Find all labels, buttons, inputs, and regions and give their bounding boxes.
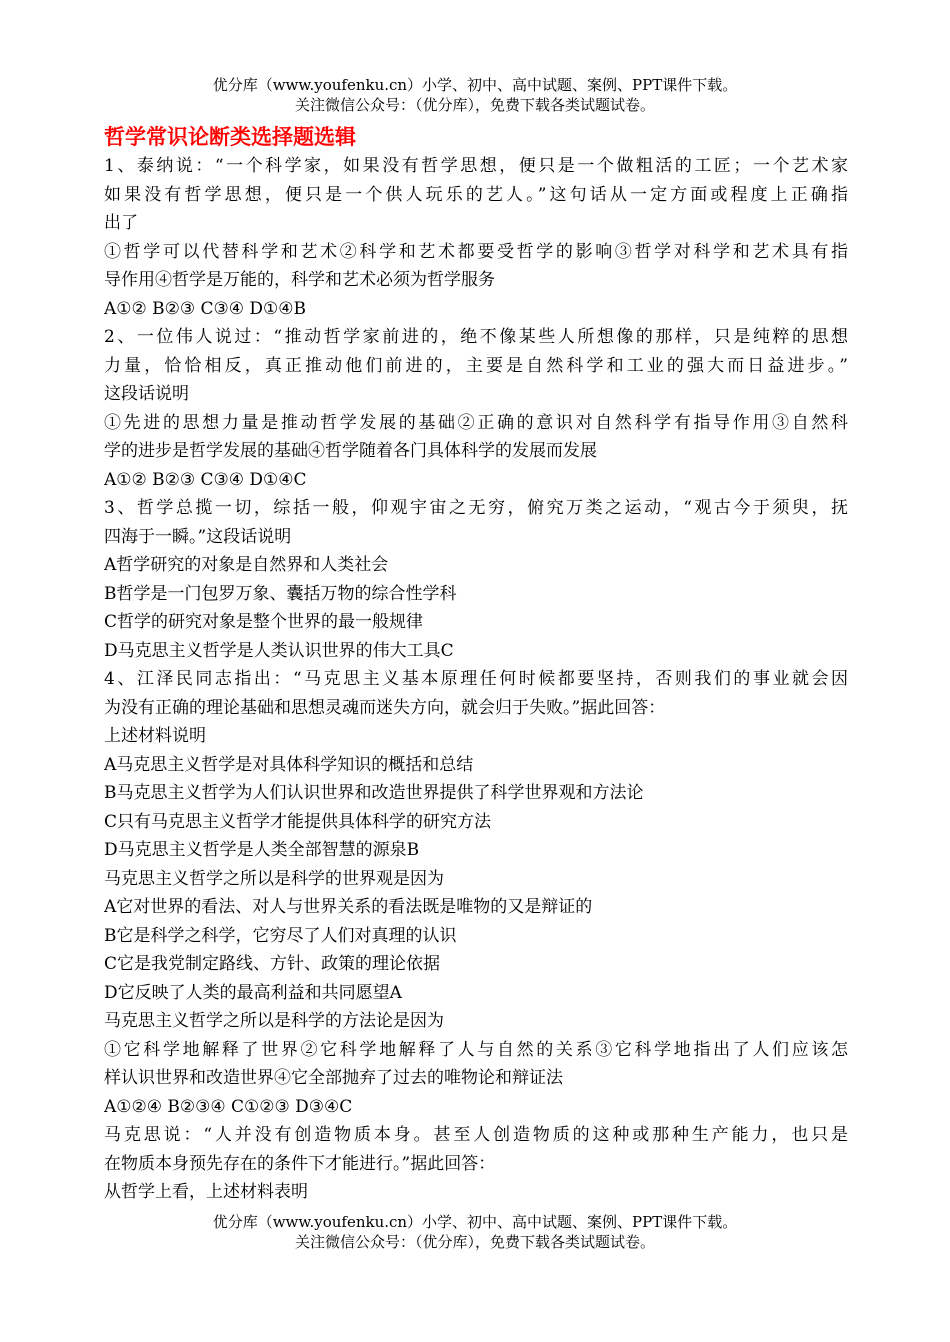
- text-line: 样认识世界和改造世界④它全部抛弃了过去的唯物论和辩证法: [104, 1068, 563, 1088]
- text-line: 如果没有哲学思想，便只是一个供人玩乐的艺人。”这句话从一定方面或程度上正确指: [104, 184, 848, 205]
- text-line: 马克思说：“人并没有创造物质本身。甚至人创造物质的这种或那种生产能力，也只是: [104, 1125, 848, 1145]
- text-line: D马克思主义哲学是人类全部智慧的源泉B: [104, 840, 420, 860]
- text-line: 在物质本身预先存在的条件下才能进行。”据此回答：: [104, 1153, 496, 1174]
- question-content: [104, 152, 848, 1207]
- text-line: ①哲学可以代替科学和艺术②科学和艺术都要受哲学的影响③哲学对科学和艺术具有指: [104, 241, 848, 262]
- text-line: ①先进的思想力量是推动哲学发展的基础②正确的意识对自然科学有指导作用③自然科: [104, 412, 848, 433]
- text-line: A它对世界的看法、对人与世界关系的看法既是唯物的又是辩证的: [104, 897, 593, 917]
- text-line: ①它科学地解释了世界②它科学地解释了人与自然的关系③它科学地指出了人们应该怎: [104, 1039, 848, 1060]
- text-line: 2、一位伟人说过：“推动哲学家前进的，绝不像某些人所想像的那样，只是纯粹的思想: [104, 327, 848, 347]
- text-line: A①② B②③ C③④ D①④B: [104, 298, 307, 319]
- text-line: 3、哲学总揽一切，综括一般，仰观宇宙之无穷，俯究万类之运动，“观古今于须臾，抚: [104, 498, 848, 518]
- text-line: 这段话说明: [104, 384, 189, 404]
- text-line: 为没有正确的理论基础和思想灵魂而迷失方向，就会归于失败。”据此回答：: [104, 697, 666, 718]
- text-line: 四海于一瞬。”这段话说明: [104, 526, 292, 547]
- document-title: 哲学常识论断类选择题选辑: [104, 125, 356, 149]
- text-line: B哲学是一门包罗万象、囊括万物的综合性学科: [104, 583, 457, 604]
- text-line: D马克思主义哲学是人类认识世界的伟大工具C: [104, 640, 454, 661]
- text-line: B马克思主义哲学为人们认识世界和改造世界提供了科学世界观和方法论: [104, 783, 644, 803]
- text-line: D它反映了人类的最高利益和共同愿望A: [104, 982, 402, 1003]
- page-header: [0, 75, 950, 115]
- text-line: A①②④ B②③④ C①②③ D③④C: [104, 1096, 353, 1117]
- header-line-1: 优分库（www.youfenku.cn）小学、初中、高中试题、案例、PPT课件下载。: [212, 76, 738, 94]
- header-line-2: 关注微信公众号：（优分库），免费下载各类试题试卷。: [294, 96, 655, 114]
- text-line: 从哲学上看，上述材料表明: [104, 1182, 308, 1202]
- text-line: 出了: [104, 213, 138, 233]
- text-line: B它是科学之科学，它穷尽了人们对真理的认识: [104, 925, 457, 946]
- text-line: 导作用④哲学是万能的，科学和艺术必须为哲学服务: [104, 270, 495, 290]
- text-line: A哲学研究的对象是自然界和人类社会: [104, 555, 389, 575]
- text-line: 马克思主义哲学之所以是科学的世界观是因为: [104, 868, 444, 889]
- text-line: 4、江泽民同志指出：“马克思主义基本原理任何时候都要坚持，否则我们的事业就会因: [104, 669, 848, 689]
- text-line: 马克思主义哲学之所以是科学的方法论是因为: [104, 1011, 444, 1031]
- text-line: 上述材料说明: [104, 726, 206, 746]
- text-line: 1、泰纳说：“一个科学家，如果没有哲学思想，便只是一个做粗活的工匠；一个艺术家: [104, 156, 848, 176]
- page-footer: [0, 1212, 950, 1252]
- text-line: 学的进步是哲学发展的基础④哲学随着各门具体科学的发展而发展: [104, 441, 597, 461]
- footer-line-2: 关注微信公众号：（优分库），免费下载各类试题试卷。: [294, 1233, 655, 1251]
- document-body: [104, 122, 848, 1207]
- text-line: A①② B②③ C③④ D①④C: [104, 469, 307, 490]
- text-line: A马克思主义哲学是对具体科学知识的概括和总结: [104, 754, 474, 775]
- text-line: 力量，恰恰相反，真正推动他们前进的，主要是自然科学和工业的强大而日益进步。”: [104, 355, 848, 376]
- text-line: C只有马克思主义哲学才能提供具体科学的研究方法: [104, 811, 492, 832]
- footer-line-1: 优分库（www.youfenku.cn）小学、初中、高中试题、案例、PPT课件下载。: [212, 1213, 738, 1231]
- text-line: C它是我党制定路线、方针、政策的理论依据: [104, 954, 441, 974]
- text-line: C哲学的研究对象是整个世界的最一般规律: [104, 612, 424, 632]
